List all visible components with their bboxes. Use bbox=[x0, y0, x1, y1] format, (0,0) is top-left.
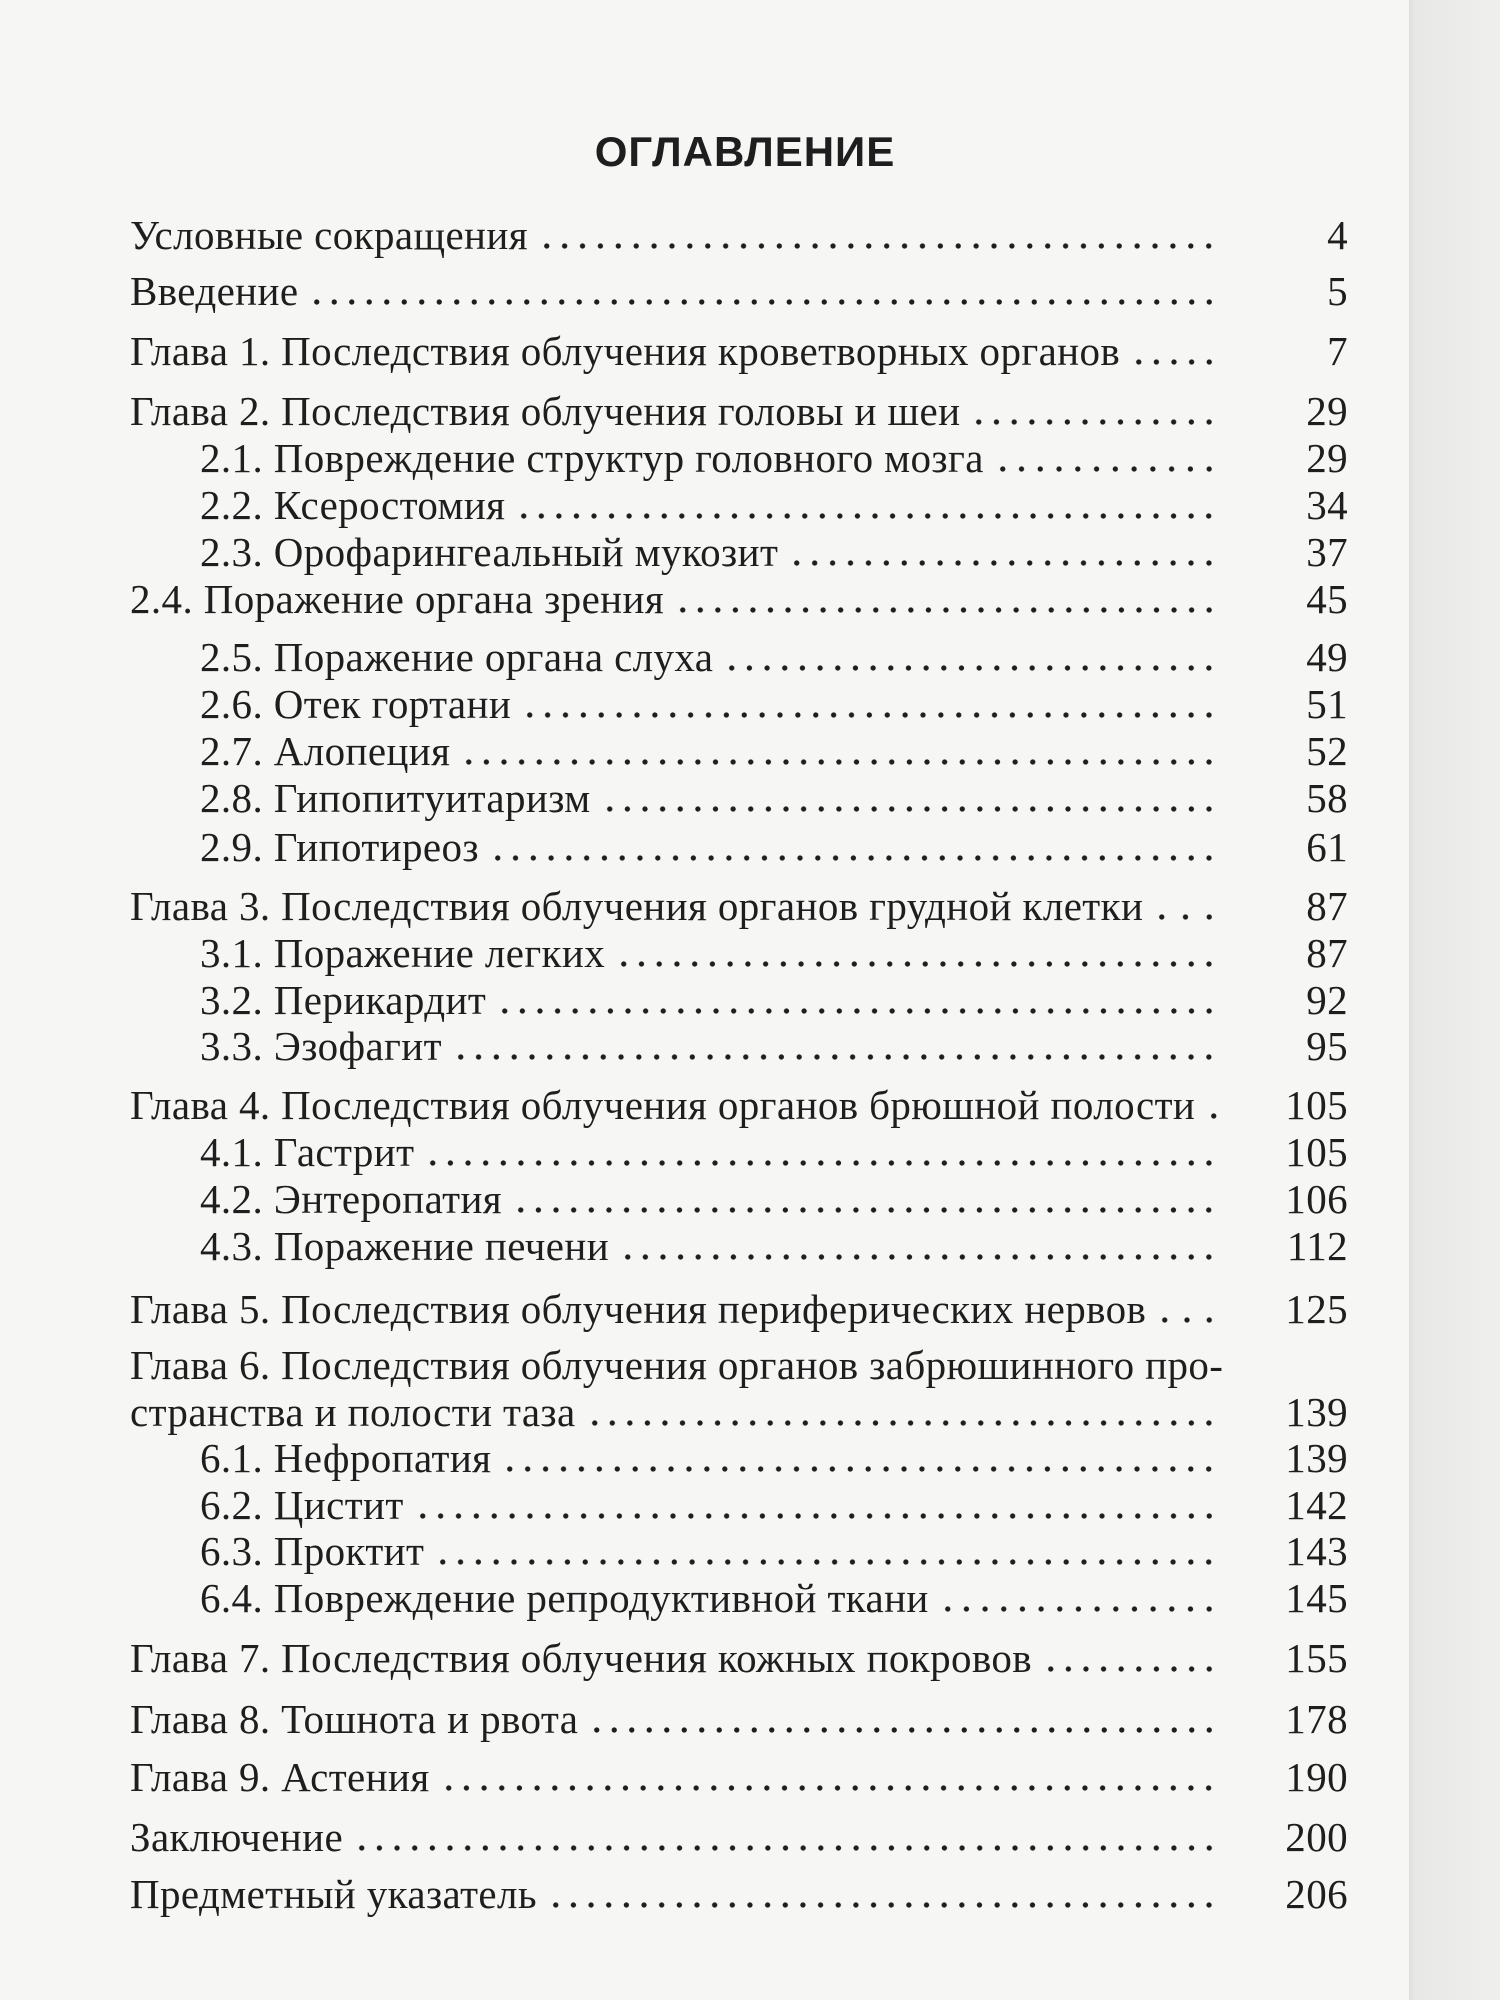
dot-leader bbox=[452, 1023, 1218, 1069]
toc-entry bbox=[200, 824, 1348, 870]
dot-leader bbox=[1205, 1082, 1218, 1128]
dot-leader bbox=[619, 1223, 1218, 1269]
toc-entry bbox=[130, 212, 1348, 258]
dot-leader bbox=[434, 1528, 1218, 1574]
dot-leader bbox=[1130, 328, 1218, 374]
toc-entry-title: 4.3. Поражение печени bbox=[200, 1223, 610, 1269]
page-number: 178 bbox=[1285, 1696, 1348, 1742]
dot-leader bbox=[414, 1482, 1218, 1528]
dot-leader bbox=[1156, 1286, 1218, 1332]
toc-entry-title: Глава 9. Астения bbox=[130, 1754, 430, 1800]
toc-entry bbox=[130, 268, 1348, 314]
dot-leader bbox=[308, 268, 1218, 314]
page-number: 106 bbox=[1285, 1176, 1348, 1222]
toc-entry bbox=[130, 1082, 1348, 1128]
dot-leader bbox=[489, 824, 1218, 870]
page-number: 51 bbox=[1306, 681, 1348, 727]
dot-leader bbox=[512, 1176, 1218, 1222]
toc-entry-title: 6.2. Цистит bbox=[200, 1482, 404, 1528]
dot-leader bbox=[723, 634, 1218, 680]
toc-entry-title: Введение bbox=[130, 268, 299, 314]
page-number: 49 bbox=[1306, 634, 1348, 680]
dot-leader bbox=[588, 1696, 1218, 1742]
page-number: 190 bbox=[1285, 1754, 1348, 1800]
page-number: 61 bbox=[1306, 824, 1348, 870]
toc-entry bbox=[200, 634, 1348, 680]
toc-entry-title: 4.2. Энтеропатия bbox=[200, 1176, 503, 1222]
toc-entry-title: 2.1. Повреждение структур головного мозга bbox=[200, 435, 984, 481]
toc-entry-title: 2.4. Поражение органа зрения bbox=[130, 576, 665, 622]
dot-leader bbox=[1153, 883, 1218, 929]
toc-entry bbox=[130, 883, 1348, 929]
dot-leader bbox=[353, 1814, 1218, 1860]
page-number: 143 bbox=[1285, 1528, 1348, 1574]
page-number: 7 bbox=[1327, 328, 1348, 374]
toc-entry-title: Глава 3. Последствия облучения органов грудной клетки bbox=[130, 883, 1144, 929]
page-number: 87 bbox=[1306, 883, 1348, 929]
page-title: ОГЛАВЛЕНИЕ bbox=[594, 128, 896, 175]
toc-entry-title: 3.2. Перикардит bbox=[200, 977, 487, 1023]
toc-entry bbox=[200, 1223, 1348, 1269]
toc-entry bbox=[200, 1528, 1348, 1574]
toc-entry bbox=[200, 1176, 1348, 1222]
toc-entry bbox=[200, 1129, 1348, 1175]
dot-leader bbox=[460, 728, 1218, 774]
toc-entry-title: 2.6. Отек гортани bbox=[200, 681, 512, 727]
toc-entry-line-1 bbox=[130, 1342, 1348, 1388]
toc-entry-title: 4.1. Гастрит bbox=[200, 1129, 415, 1175]
toc-entry-title: 3.3. Эзофагит bbox=[200, 1023, 442, 1069]
page-number: 29 bbox=[1306, 435, 1348, 481]
toc-entry-title: 2.8. Гипопитуитаризм bbox=[200, 775, 591, 821]
page-number: 139 bbox=[1285, 1435, 1348, 1481]
toc-entry bbox=[200, 1575, 1348, 1621]
page-number: 45 bbox=[1306, 576, 1348, 622]
page-number: 125 bbox=[1285, 1286, 1348, 1332]
page-number: 142 bbox=[1285, 1482, 1348, 1528]
toc-entry bbox=[200, 1023, 1348, 1069]
toc-entry-title: 6.1. Нефропатия bbox=[200, 1435, 492, 1481]
toc-entry-title: 2.2. Ксеростомия bbox=[200, 482, 506, 528]
dot-leader bbox=[547, 1871, 1218, 1917]
dot-leader bbox=[521, 681, 1218, 727]
toc-entry-title: 2.9. Гипотиреоз bbox=[200, 824, 479, 870]
page-number: 145 bbox=[1285, 1575, 1348, 1621]
toc-entry bbox=[200, 1435, 1348, 1481]
toc-entry-title: Глава 7. Последствия облучения кожных покровов bbox=[130, 1635, 1033, 1681]
toc-entry-line-2 bbox=[130, 1389, 1348, 1435]
toc-entry-title: Глава 8. Тошнота и рвота bbox=[130, 1696, 579, 1742]
toc-entry-title: 3.1. Поражение легких bbox=[200, 930, 606, 976]
toc-entry-title: 2.5. Поражение органа слуха bbox=[200, 634, 714, 680]
toc-entry bbox=[130, 328, 1348, 374]
toc-entry bbox=[130, 1696, 1348, 1742]
page-number: 95 bbox=[1306, 1023, 1348, 1069]
dot-leader bbox=[440, 1754, 1218, 1800]
page-number: 4 bbox=[1327, 212, 1348, 258]
toc-entry bbox=[130, 1635, 1348, 1681]
toc-entry-title: Заключение bbox=[130, 1814, 344, 1860]
toc-entry bbox=[200, 728, 1348, 774]
toc-entry bbox=[130, 1814, 1348, 1860]
dot-leader bbox=[615, 930, 1218, 976]
dot-leader bbox=[674, 576, 1218, 622]
toc-entry bbox=[200, 775, 1348, 821]
page-number: 5 bbox=[1327, 268, 1348, 314]
toc-entry bbox=[130, 576, 1348, 622]
page-number: 58 bbox=[1306, 775, 1348, 821]
page-number: 92 bbox=[1306, 977, 1348, 1023]
page-edge bbox=[1409, 0, 1500, 2000]
dot-leader bbox=[501, 1435, 1218, 1481]
toc-entry-title-continued: странства и полости таза bbox=[130, 1389, 576, 1435]
dot-leader bbox=[515, 482, 1218, 528]
page-number: 155 bbox=[1285, 1635, 1348, 1681]
page-number: 34 bbox=[1306, 482, 1348, 528]
toc-entry bbox=[200, 529, 1348, 575]
toc-entry bbox=[130, 1286, 1348, 1332]
toc-entry-title: Глава 2. Последствия облучения головы и шеи bbox=[130, 388, 961, 434]
dot-leader bbox=[970, 388, 1218, 434]
dot-leader bbox=[788, 529, 1218, 575]
page-number: 139 bbox=[1285, 1389, 1348, 1435]
page-number: 105 bbox=[1285, 1129, 1348, 1175]
page-number: 206 bbox=[1285, 1871, 1348, 1917]
toc-entry-title: 2.3. Орофарингеальный мукозит bbox=[200, 529, 779, 575]
toc-entry-title: 6.3. Проктит bbox=[200, 1528, 425, 1574]
toc-entry bbox=[200, 681, 1348, 727]
toc-entry bbox=[130, 1754, 1348, 1800]
dot-leader bbox=[939, 1575, 1218, 1621]
page-number: 87 bbox=[1306, 930, 1348, 976]
toc-entry-title: Глава 1. Последствия облучения кроветворных органов bbox=[130, 328, 1121, 374]
dot-leader bbox=[601, 775, 1218, 821]
toc-entry-title: Глава 6. Последствия облучения органов забрюшинного про- bbox=[130, 1342, 1224, 1388]
page-number: 105 bbox=[1285, 1082, 1348, 1128]
toc-entry-title: Глава 4. Последствия облучения органов брюшной полости bbox=[130, 1082, 1196, 1128]
toc-entry-title: 2.7. Алопеция bbox=[200, 728, 451, 774]
page-number: 112 bbox=[1286, 1223, 1348, 1269]
toc-entry-title: 6.4. Повреждение репродуктивной ткани bbox=[200, 1575, 929, 1621]
dot-leader bbox=[994, 435, 1218, 481]
dot-leader bbox=[538, 212, 1218, 258]
toc-entry-title: Условные сокращения bbox=[130, 212, 528, 258]
toc-entry bbox=[200, 435, 1348, 481]
toc-entry bbox=[200, 930, 1348, 976]
page-number: 200 bbox=[1285, 1814, 1348, 1860]
toc-entry-title: Предметный указатель bbox=[130, 1871, 537, 1917]
dot-leader bbox=[1042, 1635, 1218, 1681]
toc-entry-title: Глава 5. Последствия облучения периферических нервов bbox=[130, 1286, 1147, 1332]
page-number: 52 bbox=[1306, 728, 1348, 774]
toc-entry bbox=[200, 1482, 1348, 1528]
page-number: 37 bbox=[1306, 529, 1348, 575]
page-number: 29 bbox=[1306, 388, 1348, 434]
dot-leader bbox=[496, 977, 1218, 1023]
toc-entry bbox=[130, 388, 1348, 434]
dot-leader bbox=[424, 1129, 1218, 1175]
dot-leader bbox=[586, 1389, 1218, 1435]
toc-entry bbox=[130, 1871, 1348, 1917]
toc-entry bbox=[200, 482, 1348, 528]
toc-entry bbox=[200, 977, 1348, 1023]
